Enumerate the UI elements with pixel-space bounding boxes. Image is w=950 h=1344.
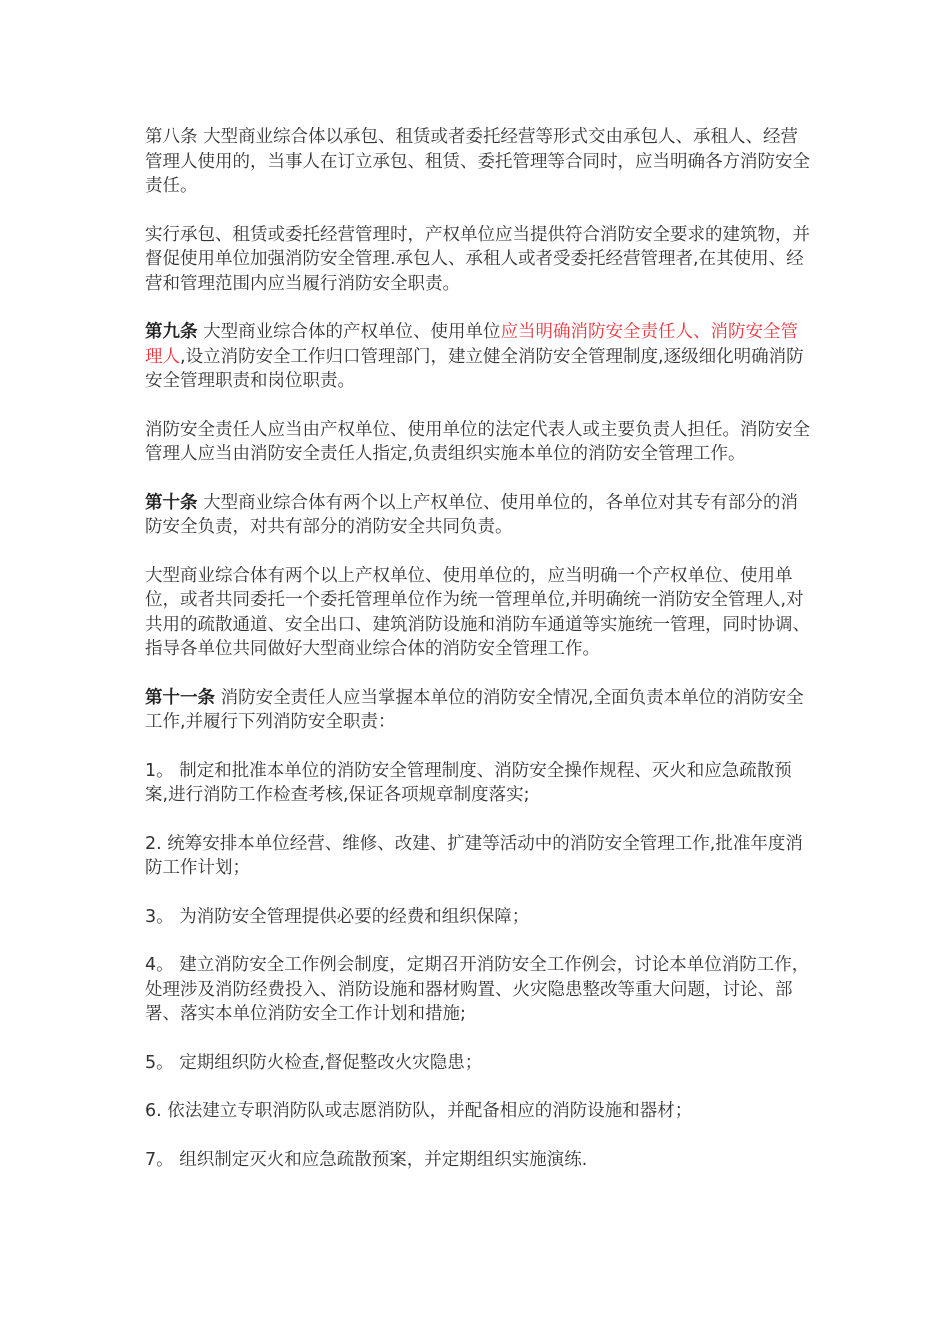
list-item-5	[145, 1051, 810, 1076]
document-body	[145, 125, 810, 1196]
article-8-subparagraph	[145, 223, 810, 297]
list-item-text: 3。 为消防安全管理提供必要的经费和组织保障；	[145, 906, 530, 927]
article-10-paragraph	[145, 491, 810, 540]
article-9-heading: 第九条	[145, 322, 198, 342]
article-9-sub-text: 消防安全责任人应当由产权单位、使用单位的法定代表人或主要负责人担任。消防安全管理人应当由消防安全责任人指定,负责组织实施本单位的消防安全管理工作。	[145, 419, 810, 464]
list-item-2	[145, 832, 810, 881]
article-11-text: 消防安全责任人应当掌握本单位的消防安全情况,全面负责本单位的消防安全工作,并履行下列消防安全职责：	[145, 687, 804, 732]
list-item-text: 7。 组织制定灭火和应急疏散预案，并定期组织实施演练.	[145, 1149, 588, 1170]
article-9-paragraph	[145, 320, 810, 394]
article-9-text-before: 大型商业综合体的产权单位、使用单位	[197, 322, 501, 342]
list-item-text: 4。 建立消防安全工作例会制度，定期召开消防安全工作例会，讨论本单位消防工作，处理涉及消防经费投入、消防设施和器材购置、火灾隐患整改等重大问题，讨论、部署、落实本单位消防安全工作计划和措施;	[145, 955, 810, 1024]
list-item-text: 1。 制定和批准本单位的消防安全管理制度、消防安全操作规程、灭火和应急疏散预案,进行消防工作检查考核,保证各项规章制度落实;	[145, 760, 792, 805]
list-item-6	[145, 1099, 810, 1124]
article-11-heading: 第十一条	[145, 687, 215, 708]
list-item-7	[145, 1148, 810, 1173]
list-item-text: 5。 定期组织防火检查,督促整改火灾隐患；	[145, 1052, 483, 1073]
article-10-subparagraph	[145, 564, 810, 662]
list-item-1	[145, 759, 810, 808]
list-item-4	[145, 953, 810, 1027]
article-10-heading: 第十条	[145, 492, 198, 513]
article-11-paragraph	[145, 686, 810, 735]
article-8-sub-text: 实行承包、租赁或委托经营管理时，产权单位应当提供符合消防安全要求的建筑物，并督促使用单位加强消防安全管理.承包人、承租人或者受委托经营管理者,在其使用、经营和管理范围内应当履行消防安全职责。	[145, 224, 810, 294]
list-item-text: 2. 统筹安排本单位经营、维修、改建、扩建等活动中的消防安全管理工作,批准年度消防工作计划；	[145, 833, 803, 878]
article-8-paragraph	[145, 125, 810, 199]
article-9-highlight: 应当明确消防安全责任人、消防安全管理人	[145, 322, 799, 367]
article-9-text-after: ,设立消防安全工作归口管理部门，建立健全消防安全管理制度,逐级细化明确消防安全管理职责和岗位职责。	[145, 346, 804, 391]
list-item-3	[145, 905, 810, 930]
article-10-sub-text: 大型商业综合体有两个以上产权单位、使用单位的，应当明确一个产权单位、使用单位，或者共同委托一个委托管理单位作为统一管理单位,并明确统一消防安全管理人,对共用的疏散通道、安全出口、建筑消防设施和消防车通道等实施统一管理，同时协调、指导各单位共同做好大型商业综合体的消防安全管理工作。	[145, 565, 810, 659]
article-9-subparagraph	[145, 418, 810, 467]
article-8-text: 第八条 大型商业综合体以承包、租赁或者委托经营等形式交由承包人、承租人、经营管理人使用的，当事人在订立承包、租赁、委托管理等合同时，应当明确各方消防安全责任。	[145, 127, 810, 196]
list-item-text: 6. 依法建立专职消防队或志愿消防队，并配备相应的消防设施和器材；	[145, 1101, 693, 1121]
article-10-text: 大型商业综合体有两个以上产权单位、使用单位的，各单位对其专有部分的消防安全负责，对共有部分的消防安全共同负责。	[145, 492, 799, 537]
